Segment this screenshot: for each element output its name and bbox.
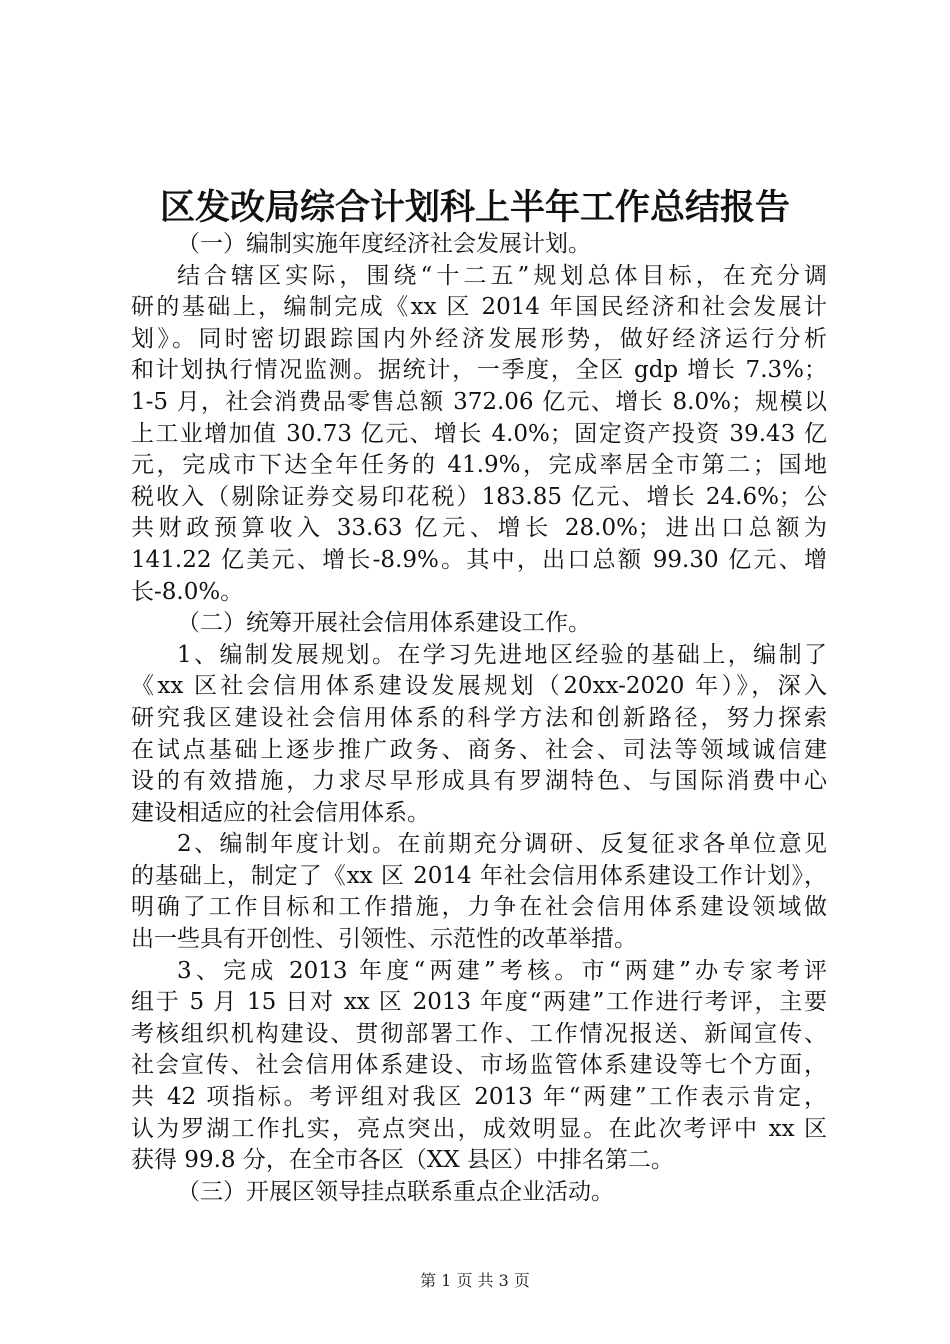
body-line: 划》。同时密切跟踪国内外经济发展形势，做好经济运行分析 — [131, 325, 827, 352]
body-line: 设的有效措施，力求尽早形成具有罗湖特色、与国际消费中心 — [131, 768, 827, 795]
body-line: 元，完成市下达全年任务的 41.9%，完成率居全市第二；国地 — [131, 452, 827, 479]
body-line: 明确了工作目标和工作措施，力争在社会信用体系建设领域做 — [131, 894, 827, 921]
body-line: 结合辖区实际，围绕“十二五”规划总体目标，在充分调 — [177, 262, 827, 289]
body-line: 在试点基础上逐步推广政务、商务、社会、司法等领域诚信建 — [131, 736, 827, 763]
body-line: 获得 99.8 分，在全市各区（XX 县区）中排名第二。 — [131, 1147, 674, 1174]
body-line: 1、编制发展规划。在学习先进地区经验的基础上，编制了 — [177, 641, 827, 668]
document-body — [131, 229, 827, 1208]
document-title: 区发改局综合计划科上半年工作总结报告 — [159, 188, 790, 228]
body-line: 长-8.0%。 — [131, 578, 244, 605]
body-line: 社会宣传、社会信用体系建设、市场监管体系建设等七个方面， — [131, 1052, 827, 1079]
section-heading: （二）统筹开展社会信用体系建设工作。 — [177, 610, 591, 637]
body-line: 出一些具有开创性、引领性、示范性的改革举措。 — [131, 926, 637, 953]
body-line: 上工业增加值 30.73 亿元、增长 4.0%；固定资产投资 39.43 亿 — [131, 420, 827, 447]
page-footer: 第 1 页 共 3 页 — [420, 1271, 530, 1290]
body-line: 3、完成 2013 年度“两建”考核。市“两建”办专家考评 — [177, 957, 827, 984]
body-line: 建设相适应的社会信用体系。 — [131, 799, 430, 826]
body-line: 2、编制年度计划。在前期充分调研、反复征求各单位意见 — [177, 831, 827, 858]
body-line: 共 42 项指标。考评组对我区 2013 年“两建”工作表示肯定， — [131, 1084, 827, 1111]
body-line: 和计划执行情况监测。据统计，一季度，全区 gdp 增长 7.3%； — [131, 357, 827, 384]
body-line: 研究我区建设社会信用体系的科学方法和创新路径，努力探索 — [131, 704, 827, 731]
body-line: 141.22 亿美元、增长-8.9%。其中，出口总额 99.30 亿元、增 — [131, 546, 827, 573]
body-line: 认为罗湖工作扎实，亮点突出，成效明显。在此次考评中 xx 区 — [131, 1115, 827, 1142]
body-line: 税收入（剔除证券交易印花税）183.85 亿元、增长 24.6%；公 — [131, 483, 827, 510]
body-line: 研的基础上，编制完成《xx 区 2014 年国民经济和社会发展计 — [131, 294, 827, 321]
body-line: 共财政预算收入 33.63 亿元、增长 28.0%；进出口总额为 — [131, 515, 827, 542]
body-line: 考核组织机构建设、贯彻部署工作、工作情况报送、新闻宣传、 — [131, 1020, 827, 1047]
body-line: 的基础上，制定了《xx 区 2014 年社会信用体系建设工作计划》， — [131, 862, 827, 889]
body-line: 组于 5 月 15 日对 xx 区 2013 年度“两建”工作进行考评，主要 — [131, 989, 827, 1016]
section-heading: （一）编制实施年度经济社会发展计划。 — [177, 231, 591, 257]
body-line: 《xx 区社会信用体系建设发展规划（20xx-2020 年）》，深入 — [131, 673, 827, 700]
body-line: 1-5 月，社会消费品零售总额 372.06 亿元、增长 8.0%；规模以 — [131, 388, 827, 415]
section-heading: （三）开展区领导挂点联系重点企业活动。 — [177, 1178, 614, 1205]
